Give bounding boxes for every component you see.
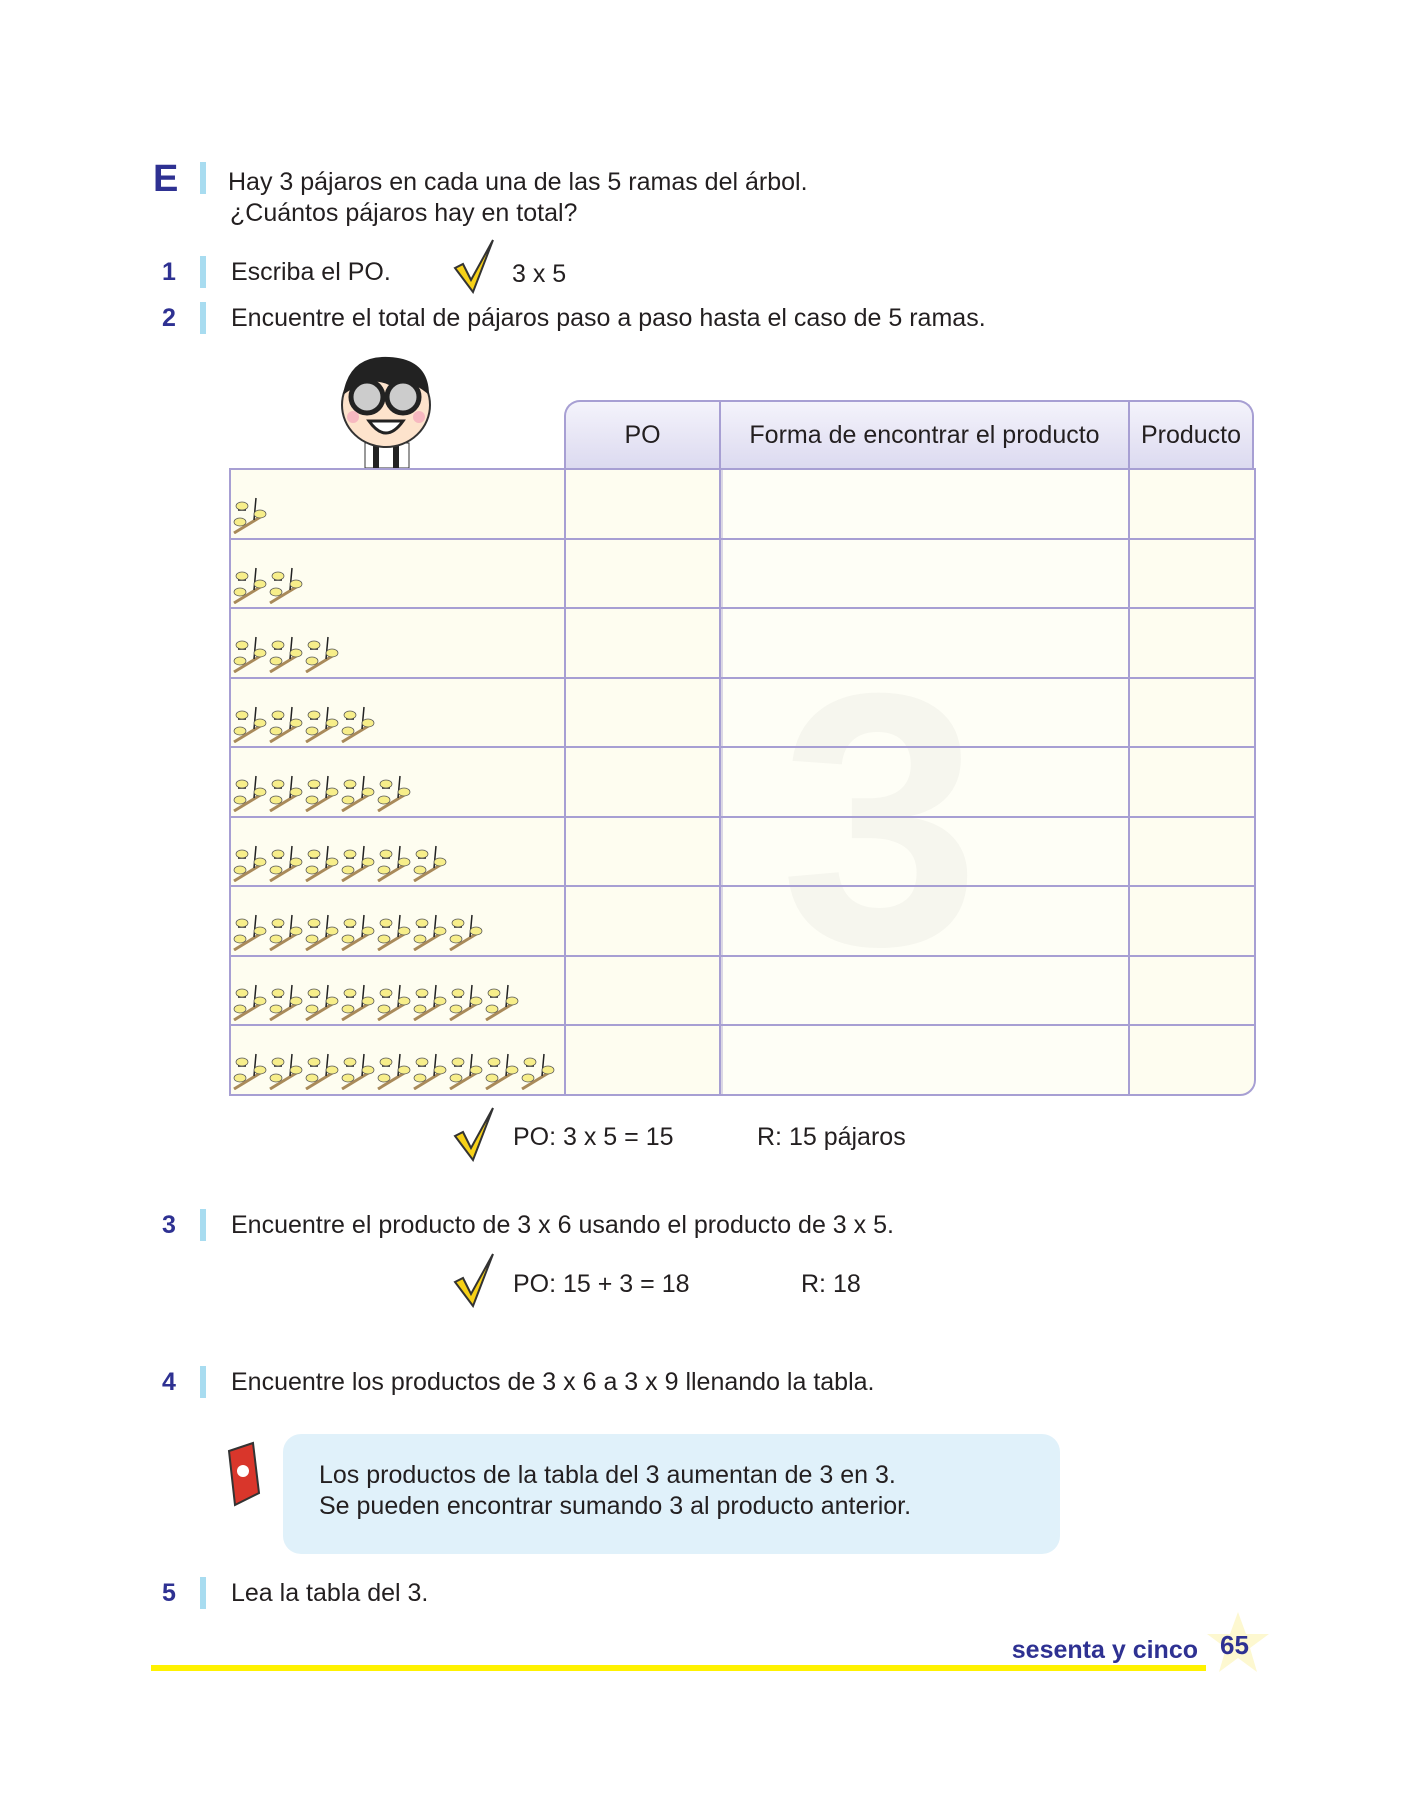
bird-branch-icon	[268, 705, 304, 748]
footer-text: sesenta y cinco	[1011, 1636, 1198, 1664]
bird-branch-icon	[340, 705, 376, 748]
bird-branch-icon	[304, 774, 340, 817]
bird-branch-icon	[268, 1052, 304, 1095]
product-cell[interactable]	[1128, 468, 1256, 540]
bird-branch-icon	[304, 1052, 340, 1095]
bird-branch-icon	[304, 913, 340, 956]
step-2-text: Encuentre el total de pájaros paso a paso hasta el caso de 5 ramas.	[231, 304, 986, 332]
method-cell[interactable]	[719, 677, 1132, 749]
step-4-number: 4	[162, 1368, 176, 1396]
problem-letter: E	[153, 158, 179, 200]
po-cell[interactable]	[564, 885, 723, 957]
check-icon	[453, 1252, 497, 1308]
bird-branch-icon	[412, 844, 448, 887]
bird-branch-icon	[304, 844, 340, 887]
bird-branch-icon	[232, 1052, 268, 1095]
divider	[200, 302, 206, 334]
answer-2-r: R: 15 pájaros	[757, 1123, 906, 1151]
boy-character-illustration	[329, 355, 444, 468]
method-cell[interactable]	[719, 538, 1132, 610]
bird-branch-icon	[376, 1052, 412, 1095]
bird-branch-icon	[340, 983, 376, 1026]
bird-branch-icon	[448, 913, 484, 956]
birds-cell	[229, 468, 568, 540]
bird-branch-icon	[304, 635, 340, 678]
bird-branch-icon	[232, 913, 268, 956]
product-cell[interactable]	[1128, 677, 1256, 749]
po-cell[interactable]	[564, 677, 723, 749]
po-cell[interactable]	[564, 607, 723, 679]
divider	[200, 1209, 206, 1241]
bird-branches	[232, 913, 484, 956]
bird-branch-icon	[340, 774, 376, 817]
bird-branch-icon	[376, 913, 412, 956]
header-product: Producto	[1128, 400, 1254, 468]
bird-branches	[232, 566, 304, 609]
step-3-text: Encuentre el producto de 3 x 6 usando el producto de 3 x 5.	[231, 1211, 894, 1239]
method-cell[interactable]	[719, 468, 1132, 540]
bird-branches	[232, 635, 340, 678]
bird-branch-icon	[268, 913, 304, 956]
step-1-answer: 3 x 5	[512, 260, 567, 288]
page-number: 65	[1220, 1630, 1249, 1660]
product-cell[interactable]	[1128, 816, 1256, 888]
book-icon	[223, 1441, 263, 1507]
answer-3-r: R: 18	[801, 1270, 861, 1298]
bird-branch-icon	[340, 913, 376, 956]
bird-branch-icon	[448, 1052, 484, 1095]
bird-branch-icon	[268, 566, 304, 609]
method-cell[interactable]	[719, 607, 1132, 679]
bird-branch-icon	[412, 1052, 448, 1095]
bird-branch-icon	[304, 983, 340, 1026]
bird-branches	[232, 705, 376, 748]
bird-branch-icon	[412, 913, 448, 956]
bird-branches	[232, 844, 448, 887]
step-4-text: Encuentre los productos de 3 x 6 a 3 x 9 llenando la tabla.	[231, 1368, 875, 1396]
step-5-text: Lea la tabla del 3.	[231, 1579, 429, 1607]
product-cell[interactable]	[1128, 538, 1256, 610]
bird-branch-icon	[268, 844, 304, 887]
bird-branch-icon	[268, 983, 304, 1026]
bird-branch-icon	[232, 983, 268, 1026]
divider	[200, 1366, 206, 1398]
bird-branches	[232, 774, 412, 817]
po-cell[interactable]	[564, 468, 723, 540]
bird-branch-icon	[340, 1052, 376, 1095]
check-icon	[453, 1106, 497, 1162]
product-cell[interactable]	[1128, 885, 1256, 957]
method-cell[interactable]	[719, 816, 1132, 888]
step-1-number: 1	[162, 258, 176, 286]
answer-2-po: PO: 3 x 5 = 15	[513, 1123, 674, 1151]
divider	[200, 256, 206, 288]
po-cell[interactable]	[564, 816, 723, 888]
bird-branch-icon	[232, 635, 268, 678]
bird-branch-icon	[268, 635, 304, 678]
bird-branch-icon	[376, 983, 412, 1026]
method-cell[interactable]	[719, 955, 1132, 1027]
bird-branch-icon	[520, 1052, 556, 1095]
method-cell[interactable]	[719, 1024, 1132, 1096]
check-icon	[453, 238, 497, 294]
bird-branch-icon	[484, 983, 520, 1026]
bird-branches	[232, 496, 268, 539]
bird-branch-icon	[412, 983, 448, 1026]
step-5-number: 5	[162, 1579, 176, 1607]
tip-line1: Los productos de la tabla del 3 aumentan de 3 en 3.	[319, 1461, 896, 1489]
divider	[200, 162, 206, 194]
problem-line1: Hay 3 pájaros en cada una de las 5 ramas del árbol.	[228, 168, 808, 196]
product-cell[interactable]	[1128, 955, 1256, 1027]
bird-branches	[232, 983, 520, 1026]
po-cell[interactable]	[564, 1024, 723, 1096]
bird-branch-icon	[232, 774, 268, 817]
step-1-text: Escriba el PO.	[231, 258, 391, 286]
bird-branch-icon	[484, 1052, 520, 1095]
problem-line2: ¿Cuántos pájaros hay en total?	[230, 199, 578, 227]
product-cell[interactable]	[1128, 746, 1256, 818]
po-cell[interactable]	[564, 955, 723, 1027]
tip-note	[283, 1434, 1060, 1554]
header-method: Forma de encontrar el producto	[719, 400, 1130, 468]
product-cell[interactable]	[1128, 607, 1256, 679]
header-po: PO	[564, 400, 721, 468]
divider	[200, 1577, 206, 1609]
bird-branch-icon	[448, 983, 484, 1026]
bird-branch-icon	[268, 774, 304, 817]
bird-branch-icon	[304, 705, 340, 748]
po-cell[interactable]	[564, 746, 723, 818]
bird-branch-icon	[232, 496, 268, 539]
tip-line2: Se pueden encontrar sumando 3 al producto anterior.	[319, 1492, 912, 1520]
bird-branches	[232, 1052, 556, 1095]
product-cell[interactable]	[1128, 1024, 1256, 1096]
po-cell[interactable]	[564, 538, 723, 610]
bird-branch-icon	[376, 774, 412, 817]
method-cell[interactable]	[719, 885, 1132, 957]
step-2-number: 2	[162, 304, 176, 332]
footer-line	[151, 1665, 1206, 1671]
bird-branch-icon	[232, 844, 268, 887]
bird-branch-icon	[340, 844, 376, 887]
answer-3-po: PO: 15 + 3 = 18	[513, 1270, 690, 1298]
step-3-number: 3	[162, 1211, 176, 1239]
bird-branch-icon	[376, 844, 412, 887]
bird-branch-icon	[232, 566, 268, 609]
method-cell[interactable]	[719, 746, 1132, 818]
bird-branch-icon	[232, 705, 268, 748]
